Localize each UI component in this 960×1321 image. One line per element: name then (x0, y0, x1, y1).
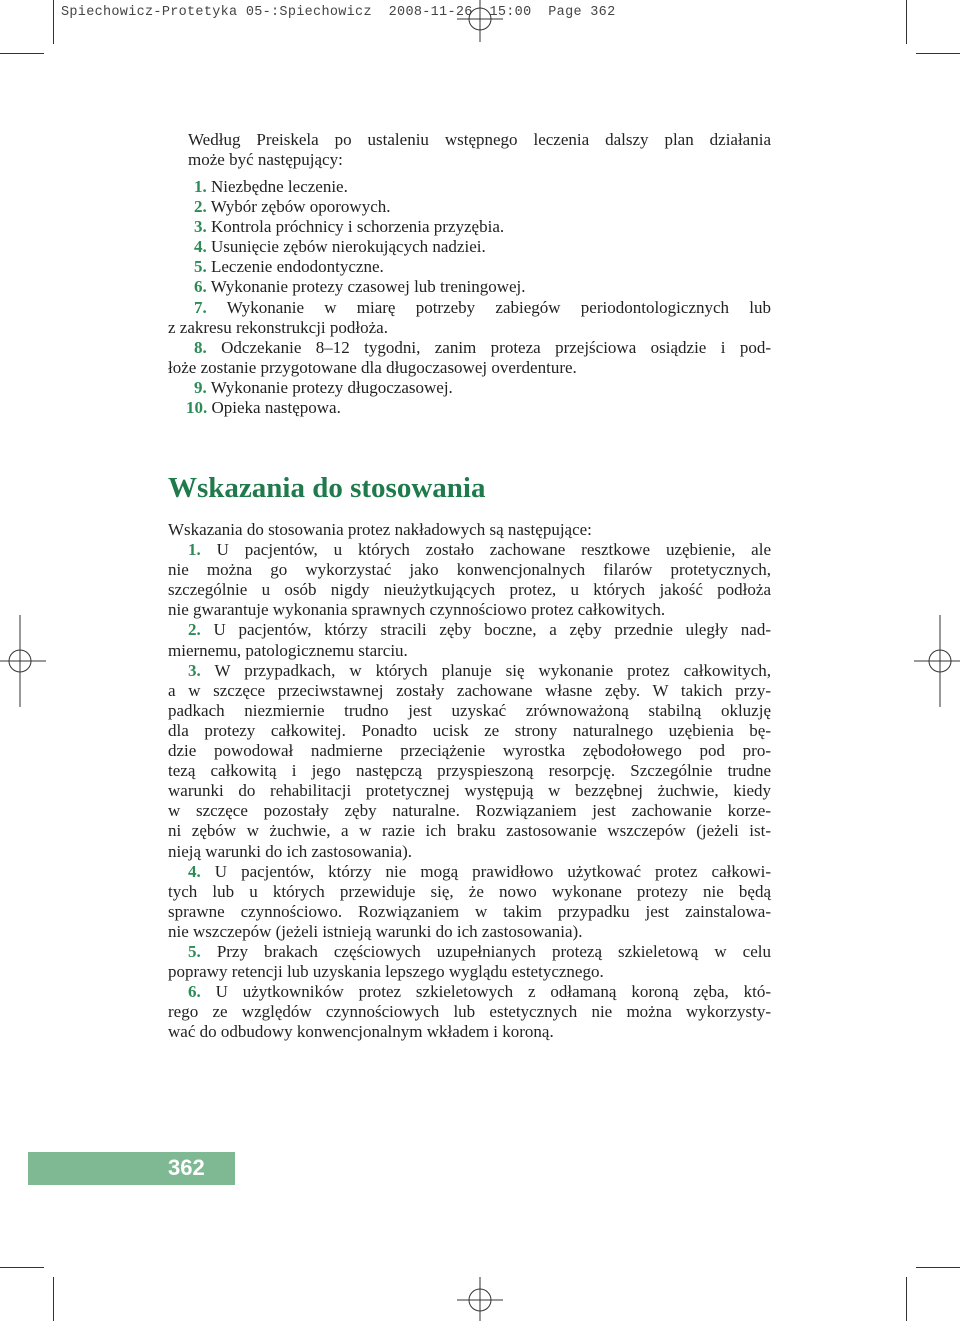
list-item-continuation: szczególnie u osób nigdy nieużytkujących protez, u których jakość podłoża (168, 580, 771, 600)
list-item: 3. W przypadkach, w których planuje się wykonanie protez całkowitych, (188, 660, 771, 680)
list-item: 2. U pacjentów, którzy stracili zęby boczne, a zęby przednie uległy nad- (188, 620, 772, 640)
list-item-continuation: nie można go wykorzystać jako konwencjonalnych filarów protetycznych, (168, 560, 771, 580)
crop-mark (53, 0, 54, 44)
registration-mark-icon (457, 1277, 503, 1321)
list-item-continuation: tezą całkowitą i jego następczą przyspieszoną resorpcję. Szczególnie trudne (168, 761, 771, 781)
registration-mark-icon (0, 615, 46, 707)
list-item: 1. Niezbędne leczenie. (194, 177, 348, 196)
list-item: 3. Kontrola próchnicy i schorzenia przyzębia. (194, 217, 505, 237)
list-item: 5. Leczenie endodontyczne. (194, 257, 384, 277)
list-item-continuation: wać do odbudowy konwencjonalnym wkładem i koroną. (168, 1022, 554, 1042)
list-item: 1. U pacjentów, u których zostało zachowane resztkowe uzębienie, ale (188, 540, 772, 560)
page-number: 362 (168, 1155, 205, 1180)
list-item: 2. Wybór zębów oporowych. (194, 197, 391, 217)
list-item-continuation: rego ze względów czynnościowych lub estetycznych nie można wykorzysty- (168, 1002, 771, 1022)
list-item-continuation: dzie powodował nadmierne przeciążenie wyrostka zębodołowego pod pro- (168, 741, 771, 761)
plan-list (168, 177, 771, 418)
registration-mark-icon (914, 615, 960, 707)
crop-mark (906, 1277, 907, 1321)
print-slug: Spiechowicz-Protetyka 05-:Spiechowicz 2008-11-26 15:00 Page 362 (61, 5, 616, 20)
list-item-continuation: dla protezy całkowitej. Ponadto ucisk ze strony naturalnego uzębienia bę- (168, 720, 771, 740)
text-line: Według Preiskela po ustaleniu wstępnego leczenia dalszy plan działania (188, 130, 771, 149)
list-item-continuation: nie gwarantuje wykonania sprawnych czynnościowo protez całkowitych. (168, 600, 666, 620)
list-item: 5. Przy brakach częściowych uzupełnianych protezą szkieletową w celu (188, 941, 771, 961)
list-item: 9. Wykonanie protezy długoczasowej. (194, 377, 453, 397)
list-item-continuation: warunki do rehabilitacji protetycznej występują w bezzębnej żuchwie, kiedy (168, 781, 771, 801)
crop-mark (906, 0, 907, 44)
list-item-continuation: a w szczęce przeciwstawnej zostały zachowane własne zęby. W takich przy- (168, 680, 771, 700)
list-item-continuation: padkach niezmiernie trudno jest uzyskać zrównoważoną stabilną okluzję (168, 700, 771, 720)
list-item-continuation: nieją warunki do ich zastosowania). (168, 841, 413, 861)
registration-mark-icon (457, 0, 503, 42)
list-item: 6. Wykonanie protezy czasowej lub treningowej. (194, 277, 526, 297)
crop-mark (916, 53, 960, 54)
list-item: 8. Odczekanie 8–12 tygodni, zanim proteza przejściowa osiądzie i pod- (194, 337, 771, 357)
list-item-continuation: łoże zostanie przygotowane dla długoczasowej overdenture. (168, 357, 577, 377)
indications-intro: Wskazania do stosowania protez nakładowych są następujące: (168, 520, 592, 539)
list-item-continuation: tych lub u których przewiduje się, że nowo wykonane protezy nie będą (168, 881, 771, 901)
list-item: 7. Wykonanie w miarę potrzeby zabiegów periodontologicznych lub (194, 297, 771, 317)
list-item-continuation: w szczęce pozostały zęby naturalne. Rozwiązaniem jest zachowanie korze- (168, 801, 771, 821)
intro-paragraph (188, 130, 771, 170)
list-item-continuation: miernemu, patologicznemu starciu. (168, 640, 408, 660)
list-item: 6. U użytkowników protez szkieletowych z odłamaną koroną zęba, któ- (188, 982, 771, 1002)
list-item-continuation: ni zębów w żuchwie, a w razie ich braku zastosowanie wszczepów (jeżeli ist- (168, 821, 771, 841)
list-item-continuation: sprawne czynnościowo. Rozwiązaniem w takim przypadku jest zainstalowa- (168, 901, 771, 921)
list-item: 10. Opieka następowa. (186, 398, 341, 418)
list-item: 4. U pacjentów, którzy nie mogą prawidłowo użytkować protez całkowi- (188, 861, 772, 881)
crop-mark (53, 1277, 54, 1321)
crop-mark (0, 1267, 44, 1268)
list-item: 4. Usunięcie zębów nierokujących nadziei. (194, 237, 486, 257)
list-item-continuation: z zakresu rekonstrukcji podłoża. (168, 317, 388, 337)
crop-mark (0, 53, 44, 54)
text-line: może być następujący: (188, 150, 343, 170)
indications-list (168, 520, 771, 1042)
list-item-continuation: nie wszczepów (jeżeli istnieją warunki do ich zastosowania). (168, 921, 583, 941)
list-item-continuation: poprawy retencji lub uzyskania lepszego wyglądu estetycznego. (168, 962, 604, 982)
crop-mark (916, 1267, 960, 1268)
section-heading: Wskazania do stosowania (168, 472, 486, 504)
